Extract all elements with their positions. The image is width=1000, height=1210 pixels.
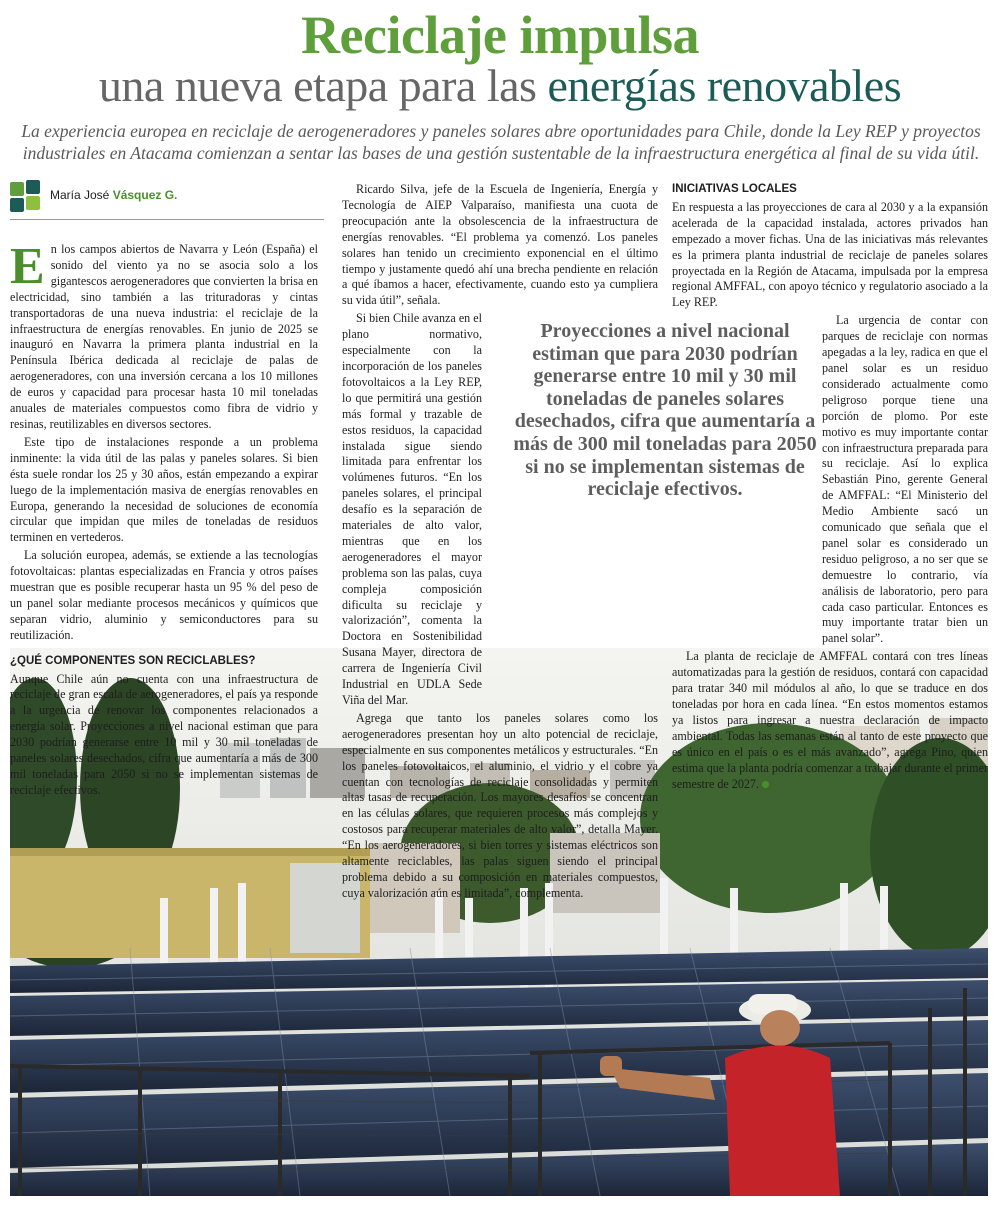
subheadline (0, 60, 1000, 112)
pull-quote: Proyecciones a nivel nacional estiman que para 2030 podrían generarse entre 10 mil y 30 mil toneladas de paneles solares desechados, cifra que aumentaría a más de 300 mil toneladas para 2050 si no se implementan sistemas de reciclaje efectivos. (513, 320, 817, 501)
drop-cap: E (10, 238, 45, 295)
paragraph: La urgencia de contar con parques de reciclaje con normas apegadas a la ley, radica en que el panel solar es un residuo considerado actualmente como peligroso porque tiene una porción de plomo. Por este motivo es muy importante contar con infraestructura preparada para su reciclaje. Así lo explica Sebastián Pino, gerente General de AMFFAL: “El Ministerio del Medio Ambiente sacó un comunicado que señala que el panel solar es considerado un residuo peligroso, a no ser que se demuestre lo contrario, vía análisis de laboratorio, pero para cada caso particular. Entonces es muy importante tratar bien un panel solar”. (822, 313, 988, 646)
paragraph: Este tipo de instalaciones responde a un problema inminente: la vida útil de las palas y paneles solares. Si bien ésta suele rondar los 25 y 30 años, están empezando a expirar luego de la implementación masiva de energías renovables en Europa, generando la necesidad de soluciones de economía circular que impidan que miles de toneladas de residuos terminen en vertederos. (10, 434, 318, 545)
paragraph: La solución europea, además, se extiende a las tecnologías fotovoltaicas: plantas especializadas en Francia y otros países muestran que es posible recuperar hasta un 95 % del peso de un panel solar mediante procesos mecánicos y químicos que separan vidrio, aluminio y semiconductores para su reutilización. (10, 548, 318, 642)
column-2 (342, 182, 658, 904)
column-3 (672, 182, 988, 794)
column-1 (10, 238, 318, 801)
paragraph (672, 649, 988, 792)
section-heading: ¿QUÉ COMPONENTES SON RECICLABLES? (10, 654, 256, 667)
paragraph-text: n los campos abiertos de Navarra y León (España) el sonido del viento ya no se asocia solo a los gigantescos aerogeneradores que convierten la brisa en electricidad, sino también a las trituradoras y cintas transportadoras de una nueva industria: el reciclaje de la infraestructura de energías renovables. En junio de 2025 se inauguró en Navarra la primera planta industrial en la Península Ibérica dedicada al reciclaje de palas de aerogeneradores, con una inversión cercana a los 10 millones de euros y capacidad para procesar hasta 10 mil toneladas anuales de materiales compuestos como fibra de vidrio y resinas, reutilizables en diversos sectores. (10, 242, 318, 431)
recycling-logo-icon (10, 180, 42, 212)
paragraph: Si bien Chile avanza en el plano normativo, especialmente con la incorporación de los paneles fotovoltaicos a la Ley REP, lo que permitirá una gestión más formal y trazable de estos residuos, la capacidad instalada sigue siendo limitada para enfrentar los volúmenes futuros. “En los paneles solares, el principal desafío es la separación de materiales de alto valor, mientras que en los aerogeneradores el mayor problema son las palas, cuya compleja composición dificulta su reciclaje y valorización”, comenta la Doctora en Sostenibilidad Susana Mayer, directora de carrera de Ingeniería Civil Industrial en UDLA Sede Viña del Mar. (342, 311, 482, 707)
section-heading: INICIATIVAS LOCALES (672, 183, 797, 195)
headline: Reciclaje impulsa (301, 5, 699, 65)
author-first: María José (50, 188, 113, 202)
byline (10, 180, 324, 220)
subhead-part1: una nueva etapa para las (98, 60, 548, 111)
end-mark-icon (762, 781, 769, 788)
subhead-highlight: energías renovables (547, 60, 902, 111)
deck-summary: La experiencia europea en reciclaje de aerogeneradores y paneles solares abre oportunidades para Chile, donde la Ley REP y proyectos industriales en Atacama comienzan a sentar las bases de una gestión sustentable de la infraestructura energética al final de su vida útil. (21, 121, 981, 163)
author-name (50, 188, 177, 202)
author-last: Vásquez G. (112, 188, 178, 202)
paragraph: Agrega que tanto los paneles solares como los aerogeneradores presentan hoy un alto potencial de reciclaje, especialmente en sus componentes metálicos y estructurales. “En los paneles fotovoltaicos, el aluminio, el vidrio y el cobre ya cuentan con tecnologías de reciclaje consolidadas y permiten altas tasas de recuperación. Los mayores desafíos se concentran en las células solares, que requieren procesos más complejos y costosos para recuperar materiales de alto valor”, detalla Mayer. “En los aerogeneradores, si bien torres y sistemas eléctricos son altamente reciclables, las palas siguen siendo el principal problema debido a su composición en materiales compuestos, cuya valorización aún es limitada”, complementa. (342, 710, 658, 900)
paragraph: Aunque Chile aún no cuenta con una infraestructura de reciclaje de gran escala de aerogeneradores, el país ya responde a la urgencia de renovar los componentes relacionados a energía solar. Proyecciones a nivel nacional estiman que para 2030 podrían generarse entre 10 mil y 30 mil toneladas de paneles solares desechados, cifra que aumentaría a más de 300 mil toneladas para 2050 si no se implementan sistemas de reciclaje efectivos. (10, 671, 318, 797)
paragraph-text: La planta de reciclaje de AMFFAL contará con tres líneas automatizadas para la gestión de residuos, contará con capacidad para tratar 340 mil módulos al año, lo que se traduce en dos toneladas por hora en cada línea. “En estos momentos estamos ya listos para ingresar a nuestra declaración de impacto ambiental. Todas las semanas están al tanto de este proyecto que es único en el país o es el más avanzado”, agrega Pino, quien estima que la planta podría comenzar a trabajar durante el primer semestre de 2027. (672, 649, 988, 791)
paragraph: En respuesta a las proyecciones de cara al 2030 y a la expansión acelerada de la capacidad instalada, actores privados han empezado a mover fichas. Una de las iniciativas más relevantes es la primera planta industrial de reciclaje de paneles solares proyectada en la Región de Atacama, impulsada por la empresa regional AMFFAL, con apoyo técnico y regulatorio asociado a la Ley REP. (672, 199, 988, 310)
paragraph (10, 238, 318, 433)
paragraph: Ricardo Silva, jefe de la Escuela de Ingeniería, Energía y Tecnología de AIEP Valparaíso, manifiesta una cuota de preocupación ante la obsolescencia de la infraestructura de energías renovables. “El problema ya comenzó. Los paneles solares han tenido un crecimiento exponencial en el último tiempo y justamente quedó ahí una brecha pendiente en relación a qué íbamos a hacer, efectivamente, cuando esto ya cumpliera su vida útil”, señala. (342, 182, 658, 308)
